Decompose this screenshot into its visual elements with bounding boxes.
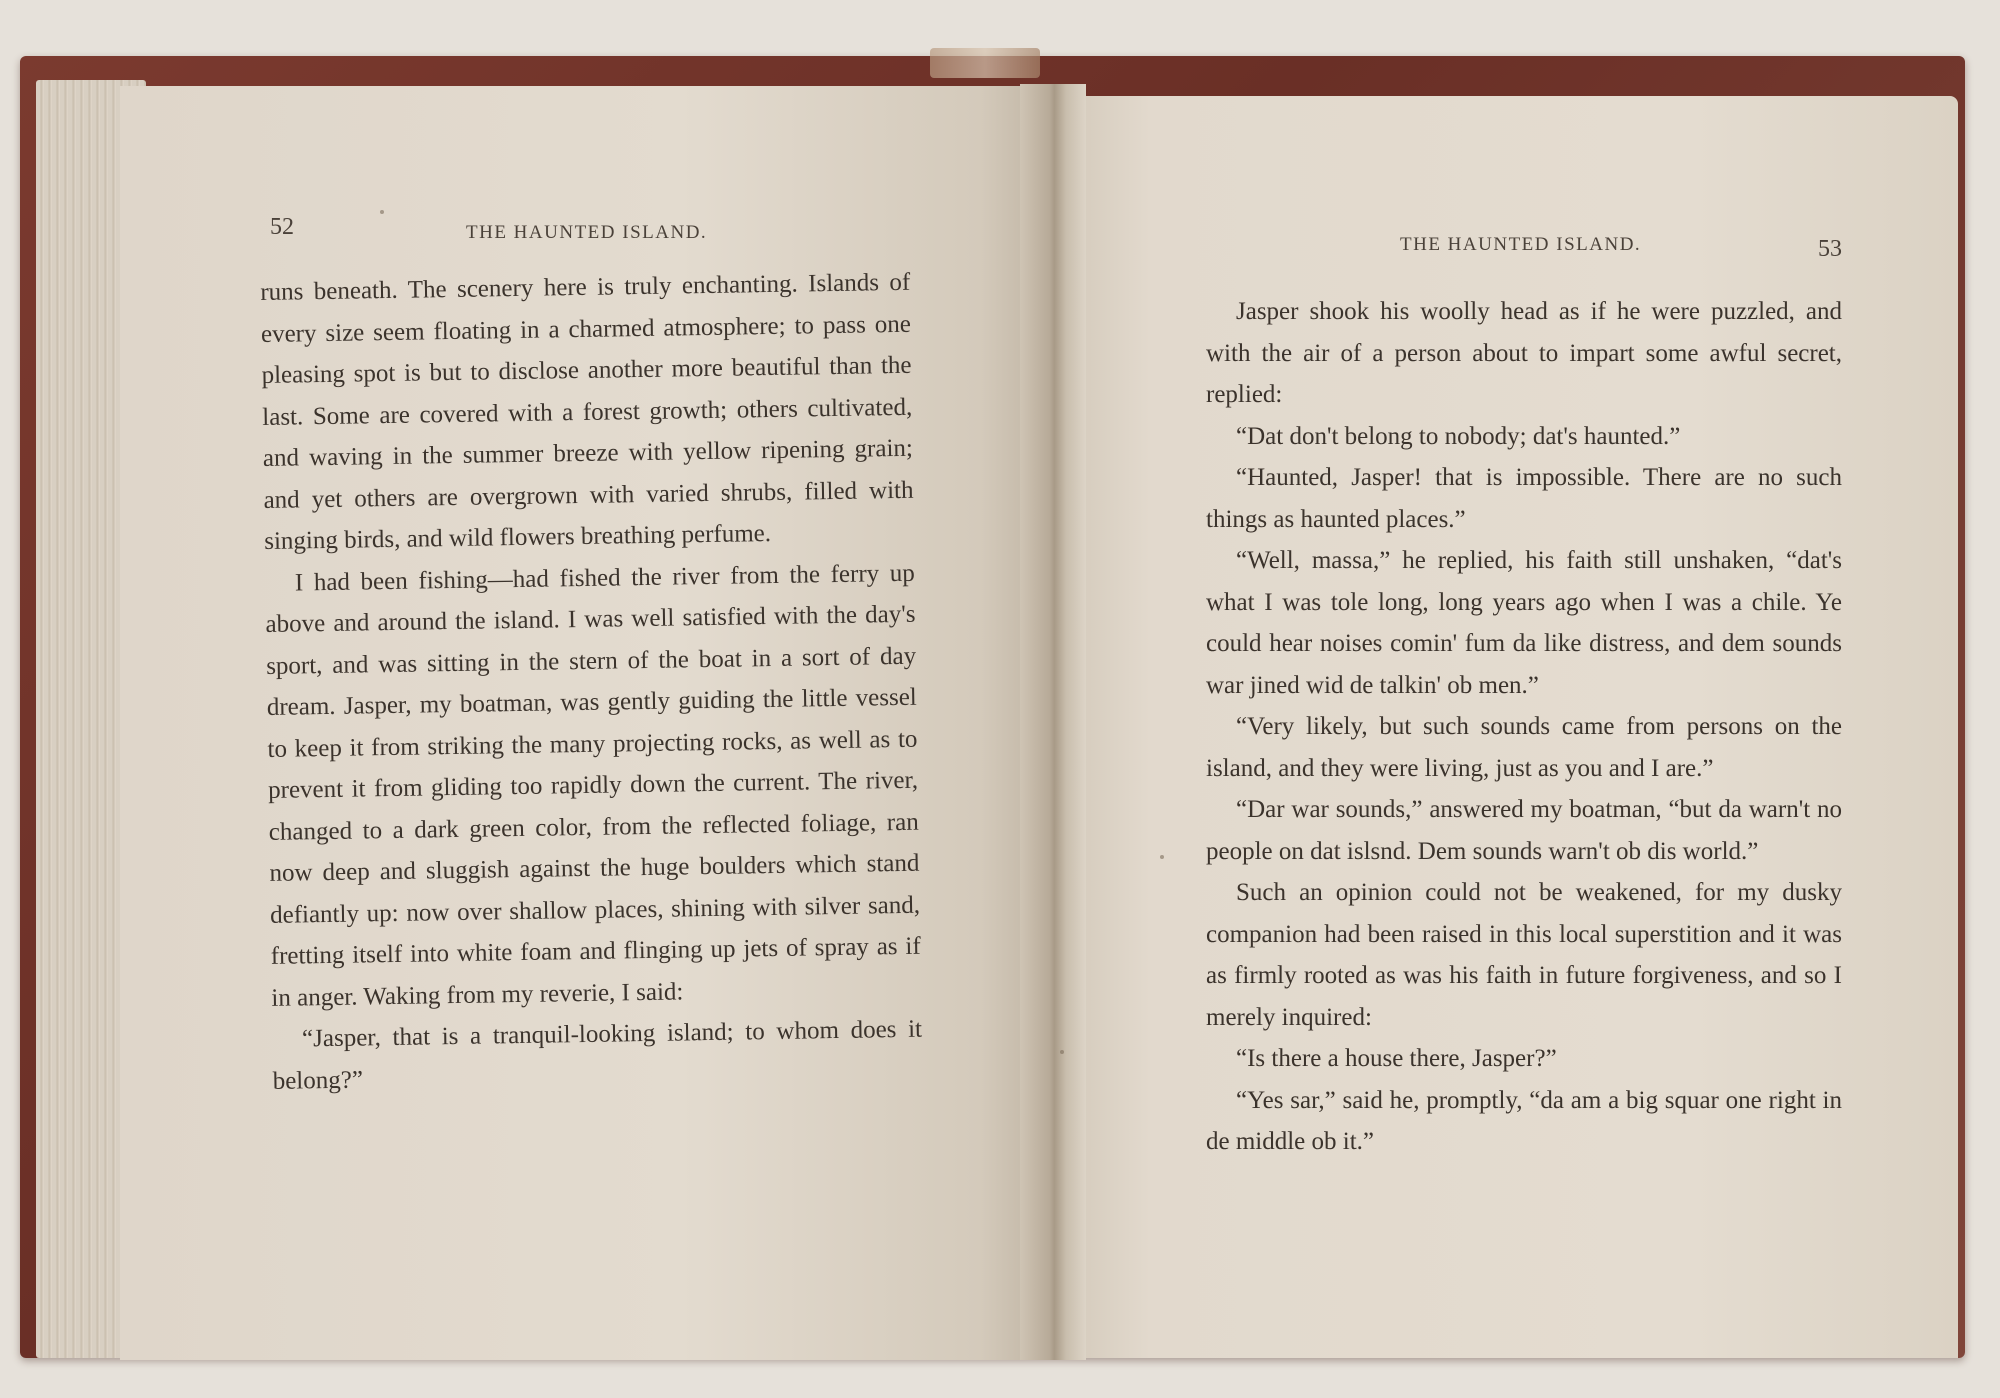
paragraph: Such an opinion could not be weakened, for my dusky companion had been raised in this local superstition and it was as firmly rooted as was his faith in future forgiveness, and so I merely inquired: [1206,879,1842,1031]
foxing-spot [380,210,384,214]
spine-tear [930,48,1040,78]
foxing-spot [1160,855,1164,859]
book-gutter [1020,84,1086,1360]
paragraph: “Haunted, Jasper! that is impossible. There are no such things as haunted places.” [1206,464,1842,533]
left-page-number: 52 [270,214,294,240]
paragraph: “Is there a house there, Jasper?” [1236,1045,1557,1072]
right-page-number: 53 [1818,236,1842,262]
paragraph: “Jasper, that is a tranquil-looking island; to whom does it belong?” [272,1015,923,1095]
right-page-text [1206,291,1842,1163]
paragraph: Jasper shook his woolly head as if he were puzzled, and with the air of a person about to impart some awful secret, replied: [1206,298,1842,408]
right-running-head: THE HAUNTED ISLAND. [1400,234,1642,255]
paragraph: “Dar war sounds,” answered my boatman, “but da warn't no people on dat islsnd. Dem sounds warn't ob dis world.” [1206,796,1842,865]
foxing-spot [1060,1050,1064,1054]
paragraph: “Dat don't belong to nobody; dat's haunted.” [1236,422,1681,450]
paragraph: runs beneath. The scenery here is truly enchanting. Islands of every size seem floating in a charmed atmosphere; to pass one pleasing spot is but to disclose another more beautiful than the last. Some are covered with a forest growth; others cultivated, and waving in the summer breeze with yellow ripening grain; and yet others are overgrown with varied shrubs, filled with singing birds, and wild flowers breathing perfume. [260,268,914,555]
left-running-head: THE HAUNTED ISLAND. [466,222,708,243]
paragraph: “Well, massa,” he replied, his faith still unshaken, “dat's what I was tole long, long years ago when I was a chile. Ye could hear noises comin' fum da like distress, and dem sounds war jined wid de talkin' ob men.” [1206,547,1842,699]
paragraph: “Very likely, but such sounds came from persons on the island, and they were living, just as you and I are.” [1206,713,1842,782]
left-page-text [260,262,923,1102]
paragraph: “Yes sar,” said he, promptly, “da am a big squar one right in de middle ob it.” [1206,1086,1842,1155]
paragraph: I had been fishing—had fished the river from the ferry up above and around the island. I was well satisfied with the day's sport, and was sitting in the stern of the boat in a sort of day dream. Jasper, my boatman, was gently guiding the little vessel to keep it from striking the many projecting rocks, as well as to prevent it from gliding too rapidly down the current. The river, changed to a dark green color, from the reflected foliage, ran now deep and sluggish against the huge boulders which stand defiantly up: now over shallow places, shining with silver sand, fretting itself into white foam and flinging up jets of spray as if in anger. Waking from my reverie, I said: [265,559,921,1012]
